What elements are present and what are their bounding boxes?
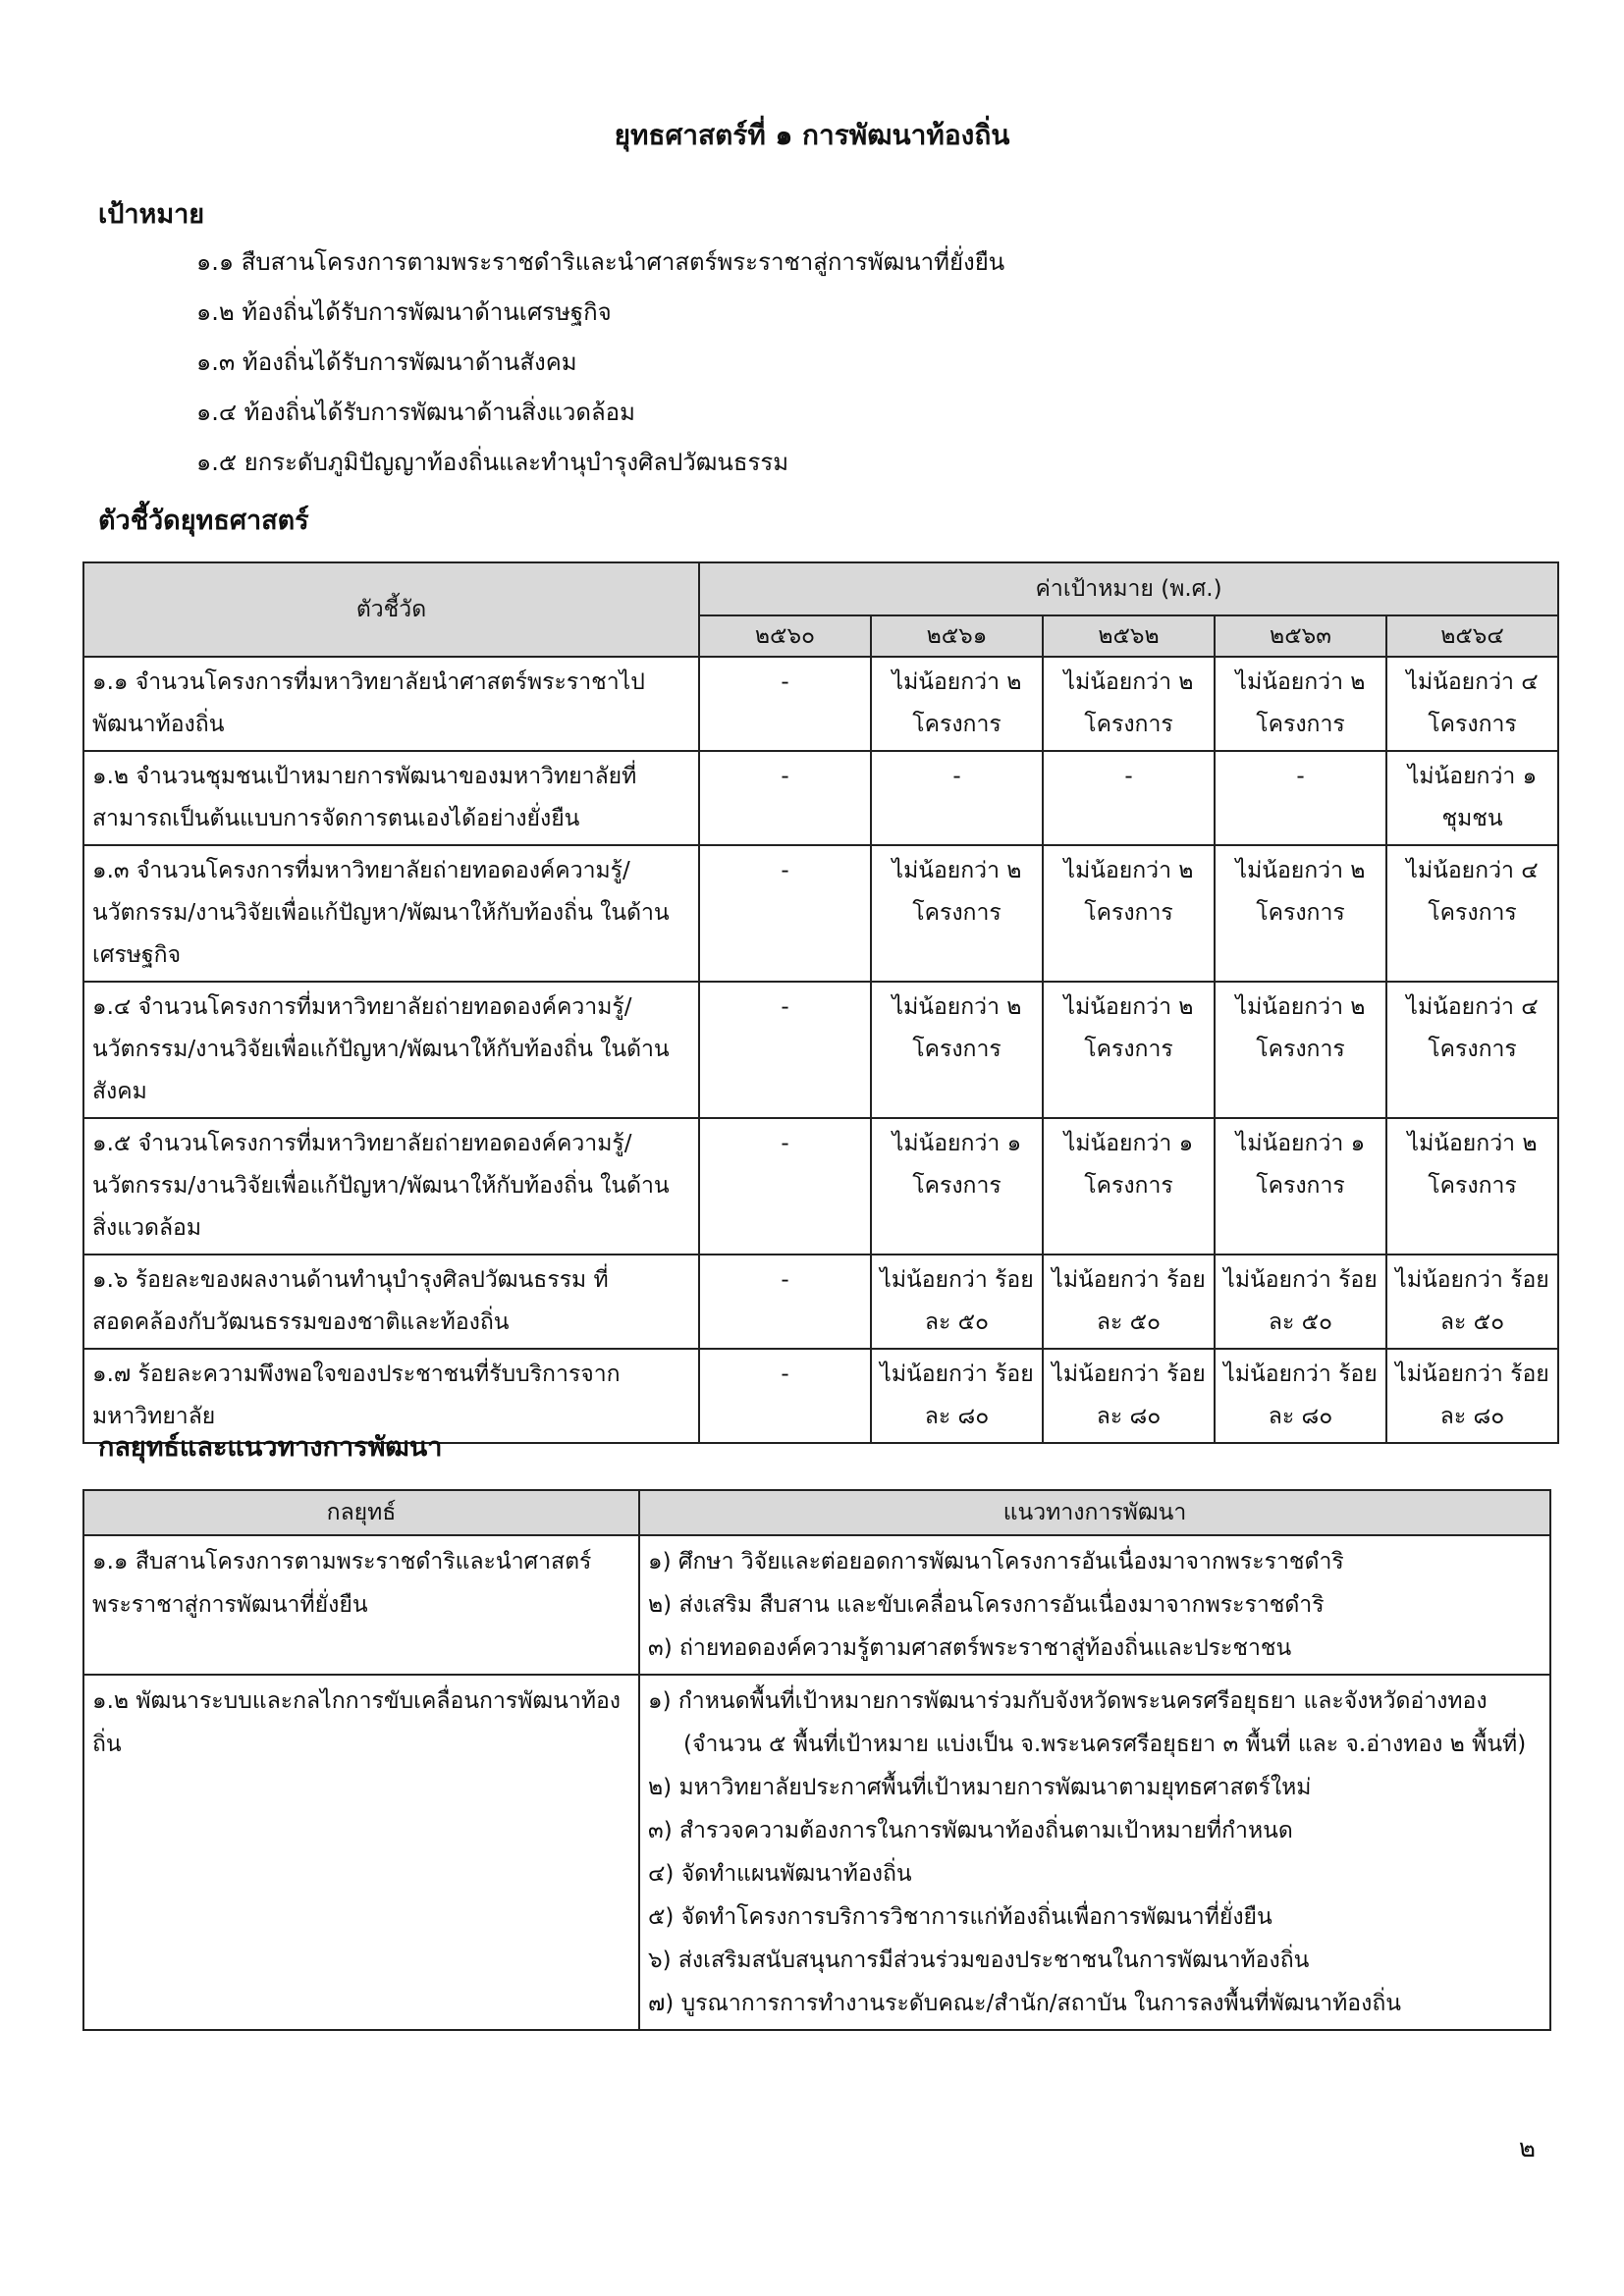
value-cell: ไม่น้อยกว่า ร้อยละ ๘๐ — [1043, 1349, 1215, 1443]
strategy-header: กลยุทธ์ — [83, 1490, 639, 1535]
guideline-item: ๖) ส่งเสริมสนับสนุนการมีส่วนร่วมของประชาชนในการพัฒนาท้องถิ่น — [648, 1948, 1310, 1973]
value-cell: - — [699, 1349, 871, 1443]
kpi-heading: ตัวชี้วัดยุทธศาสตร์ — [98, 506, 309, 536]
indicator-cell: ๑.๔ จำนวนโครงการที่มหาวิทยาลัยถ่ายทอดองค์ความรู้/นวัตกรรม/งานวิจัยเพื่อแก้ปัญหา/พัฒนาให้กับท้องถิ่น ในด้านสังคม — [83, 982, 699, 1118]
table-row — [83, 657, 1558, 751]
value-cell: - — [871, 751, 1043, 845]
value-cell: ไม่น้อยกว่า ๒ โครงการ — [1043, 845, 1215, 982]
indicator-cell: ๑.๒ จำนวนชุมชนเป้าหมายการพัฒนาของมหาวิทยาลัยที่สามารถเป็นต้นแบบการจัดการตนเองได้อย่างยั่งยืน — [83, 751, 699, 845]
page-number: ๒ — [1518, 2134, 1536, 2163]
value-cell: ไม่น้อยกว่า ๔ โครงการ — [1386, 982, 1558, 1118]
value-cell: ไม่น้อยกว่า ๑ โครงการ — [871, 1118, 1043, 1255]
table-row — [83, 1535, 1550, 1675]
guideline-item: ๒) ส่งเสริม สืบสาน และขับเคลื่อนโครงการอันเนื่องมาจากพระราชดำริ — [648, 1592, 1325, 1618]
indicator-cell: ๑.๖ ร้อยละของผลงานด้านทำนุบำรุงศิลปวัฒนธรรม ที่สอดคล้องกับวัฒนธรรมของชาติและท้องถิ่น — [83, 1255, 699, 1349]
year-header: ๒๕๖๔ — [1386, 615, 1558, 657]
value-cell: - — [699, 982, 871, 1118]
value-cell: ไม่น้อยกว่า ๒ โครงการ — [1386, 1118, 1558, 1255]
indicator-cell: ๑.๗ ร้อยละความพึงพอใจของประชาชนที่รับบริการจากมหาวิทยาลัย — [83, 1349, 699, 1443]
value-cell: ไม่น้อยกว่า ๑ โครงการ — [1215, 1118, 1386, 1255]
guideline-cell — [639, 1675, 1550, 2030]
table-row — [83, 1675, 1550, 2030]
goal-item: ๑.๕ ยกระดับภูมิปัญญาท้องถิ่นและทำนุบำรุงศิลปวัฒนธรรม — [196, 449, 789, 476]
value-cell: ไม่น้อยกว่า ๒ โครงการ — [1043, 982, 1215, 1118]
strategy-cell: ๑.๑ สืบสานโครงการตามพระราชดำริและนำศาสตร์พระราชาสู่การพัฒนาที่ยั่งยืน — [83, 1535, 639, 1675]
kpi-table — [82, 561, 1559, 1444]
value-cell: ไม่น้อยกว่า ร้อยละ ๘๐ — [1215, 1349, 1386, 1443]
value-cell: ไม่น้อยกว่า ๒ โครงการ — [871, 982, 1043, 1118]
year-header: ๒๕๖๑ — [871, 615, 1043, 657]
goal-item: ๑.๔ ท้องถิ่นได้รับการพัฒนาด้านสิ่งแวดล้อม — [196, 399, 635, 426]
guideline-item: ๓) ถ่ายทอดองค์ความรู้ตามศาสตร์พระราชาสู่ท้องถิ่นและประชาชน — [648, 1635, 1292, 1661]
year-header: ๒๕๖๒ — [1043, 615, 1215, 657]
value-cell: ไม่น้อยกว่า ๒ โครงการ — [1215, 657, 1386, 751]
goals-list — [196, 245, 1004, 496]
guideline-item: ๗) บูรณาการการทำงานระดับคณะ/สำนัก/สถาบัน ในการลงพื้นที่พัฒนาท้องถิ่น — [648, 1991, 1401, 2016]
guideline-list — [648, 1680, 1542, 2025]
target-header: ค่าเป้าหมาย (พ.ศ.) — [699, 562, 1558, 615]
value-cell: - — [699, 1255, 871, 1349]
indicator-header: ตัวชี้วัด — [83, 562, 699, 657]
strategy-cell: ๑.๒ พัฒนาระบบและกลไกการขับเคลื่อนการพัฒนาท้องถิ่น — [83, 1675, 639, 2030]
value-cell: ไม่น้อยกว่า ร้อยละ ๕๐ — [1386, 1255, 1558, 1349]
value-cell: - — [699, 1118, 871, 1255]
value-cell: ไม่น้อยกว่า ๔ โครงการ — [1386, 657, 1558, 751]
table-row — [83, 1118, 1558, 1255]
page-title: ยุทธศาสตร์ที่ ๑ การพัฒนาท้องถิ่น — [614, 119, 1010, 151]
value-cell: ไม่น้อยกว่า ร้อยละ ๕๐ — [1043, 1255, 1215, 1349]
goal-item: ๑.๑ สืบสานโครงการตามพระราชดำริและนำศาสตร์พระราชาสู่การพัฒนาที่ยั่งยืน — [196, 248, 1005, 276]
guideline-item: ๓) สำรวจความต้องการในการพัฒนาท้องถิ่นตามเป้าหมายที่กำหนด — [648, 1818, 1293, 1843]
table-row — [83, 845, 1558, 982]
value-cell: - — [1043, 751, 1215, 845]
guideline-list — [648, 1540, 1542, 1670]
value-cell: - — [699, 657, 871, 751]
value-cell: ไม่น้อยกว่า ร้อยละ ๕๐ — [1215, 1255, 1386, 1349]
guideline-item: ๔) จัดทำแผนพัฒนาท้องถิ่น — [648, 1861, 912, 1887]
value-cell: - — [1215, 751, 1386, 845]
table-row — [83, 751, 1558, 845]
year-header: ๒๕๖๐ — [699, 615, 871, 657]
strategy-table — [82, 1489, 1551, 2031]
value-cell: ไม่น้อยกว่า ๒ โครงการ — [1215, 982, 1386, 1118]
guideline-item: ๒) มหาวิทยาลัยประกาศพื้นที่เป้าหมายการพัฒนาตามยุทธศาสตร์ใหม่ — [648, 1775, 1312, 1800]
value-cell: ไม่น้อยกว่า ร้อยละ ๕๐ — [871, 1255, 1043, 1349]
value-cell: ไม่น้อยกว่า ๒ โครงการ — [871, 657, 1043, 751]
goals-heading: เป้าหมาย — [98, 199, 205, 230]
value-cell: ไม่น้อยกว่า ร้อยละ ๘๐ — [1386, 1349, 1558, 1443]
indicator-cell: ๑.๕ จำนวนโครงการที่มหาวิทยาลัยถ่ายทอดองค์ความรู้/นวัตกรรม/งานวิจัยเพื่อแก้ปัญหา/พัฒนาให้กับท้องถิ่น ในด้านสิ่งแวดล้อม — [83, 1118, 699, 1255]
value-cell: - — [699, 845, 871, 982]
goal-item: ๑.๓ ท้องถิ่นได้รับการพัฒนาด้านสังคม — [196, 348, 577, 376]
value-cell: ไม่น้อยกว่า ร้อยละ ๘๐ — [871, 1349, 1043, 1443]
indicator-cell: ๑.๑ จำนวนโครงการที่มหาวิทยาลัยนำศาสตร์พระราชาไปพัฒนาท้องถิ่น — [83, 657, 699, 751]
guideline-item: ๑) ศึกษา วิจัยและต่อยอดการพัฒนาโครงการอันเนื่องมาจากพระราชดำริ — [648, 1549, 1344, 1575]
year-header: ๒๕๖๓ — [1215, 615, 1386, 657]
value-cell: ไม่น้อยกว่า ๑ ชุมชน — [1386, 751, 1558, 845]
value-cell: - — [699, 751, 871, 845]
guideline-item: ๑) กำหนดพื้นที่เป้าหมายการพัฒนาร่วมกับจังหวัดพระนครศรีอยุธยา และจังหวัดอ่างทอง (จำนวน ๕ พื้นที่เป้าหมาย แบ่งเป็น จ.พระนครศรีอยุธยา ๓ พื้นที่ และ จ.อ่างทอง ๒ พื้นที่) — [648, 1688, 1527, 1757]
guideline-item: ๕) จัดทำโครงการบริการวิชาการแก่ท้องถิ่นเพื่อการพัฒนาที่ยั่งยืน — [648, 1904, 1272, 1930]
guideline-header: แนวทางการพัฒนา — [639, 1490, 1550, 1535]
strategy-heading: กลยุทธ์และแนวทางการพัฒนา — [98, 1432, 443, 1463]
value-cell: ไม่น้อยกว่า ๒ โครงการ — [1215, 845, 1386, 982]
indicator-cell: ๑.๓ จำนวนโครงการที่มหาวิทยาลัยถ่ายทอดองค์ความรู้/นวัตกรรม/งานวิจัยเพื่อแก้ปัญหา/พัฒนาให้กับท้องถิ่น ในด้านเศรษฐกิจ — [83, 845, 699, 982]
goal-item: ๑.๒ ท้องถิ่นได้รับการพัฒนาด้านเศรษฐกิจ — [196, 298, 612, 326]
value-cell: ไม่น้อยกว่า ๒ โครงการ — [871, 845, 1043, 982]
value-cell: ไม่น้อยกว่า ๔ โครงการ — [1386, 845, 1558, 982]
value-cell: ไม่น้อยกว่า ๒ โครงการ — [1043, 657, 1215, 751]
table-row — [83, 1255, 1558, 1349]
value-cell: ไม่น้อยกว่า ๑ โครงการ — [1043, 1118, 1215, 1255]
table-row — [83, 982, 1558, 1118]
guideline-cell — [639, 1535, 1550, 1675]
